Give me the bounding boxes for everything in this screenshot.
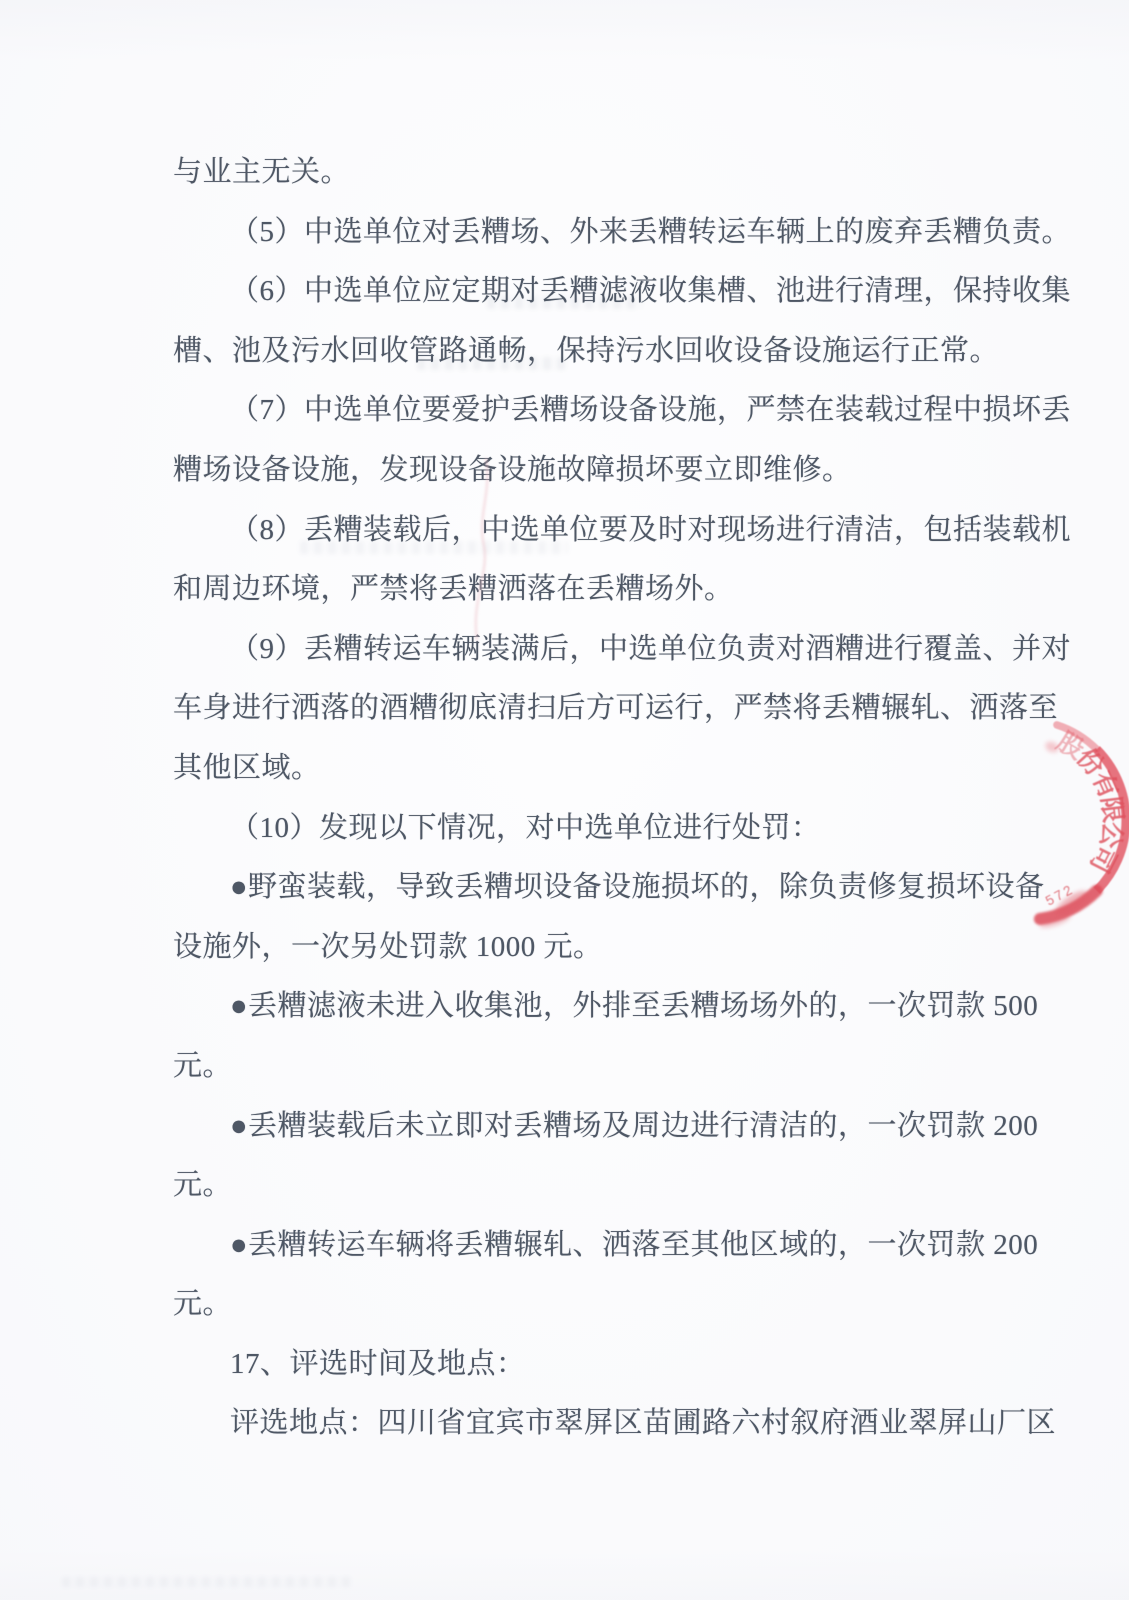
document-line: ●野蛮装载，导致丢糟坝设备设施损坏的，除负责修复损坏设备 bbox=[230, 871, 1045, 904]
document-line: 其他区域。 bbox=[173, 751, 321, 784]
document-line: （10）发现以下情况，对中选单位进行处罚： bbox=[230, 811, 821, 844]
seal-arc-character: 限 bbox=[1095, 794, 1128, 825]
seal-arc-text bbox=[1052, 727, 1128, 878]
document-line: （9）丢糟转运车辆装满后，中选单位负责对酒糟进行覆盖、并对 bbox=[230, 632, 1072, 665]
seal-arc-character: 份 bbox=[1070, 742, 1110, 782]
seal-arc-character: 有 bbox=[1086, 767, 1124, 803]
document-line: 17、评选时间及地点： bbox=[230, 1347, 526, 1380]
document-line: 元。 bbox=[173, 1049, 233, 1082]
document-line: （6）中选单位应定期对丢糟滤液收集槽、池进行清理，保持收集 bbox=[230, 275, 1072, 308]
document-line: ●丢糟滤液未进入收集池，外排至丢糟场场外的，一次罚款 500 bbox=[230, 990, 1039, 1023]
seal-outer-ring bbox=[1038, 725, 1126, 930]
document-line: （8）丢糟装载后，中选单位要及时对现场进行清洁，包括装载机 bbox=[230, 513, 1072, 546]
seal-arc-character: 公 bbox=[1094, 819, 1128, 851]
seal-arc-character: 司 bbox=[1084, 841, 1122, 878]
document-line: 槽、池及污水回收管路通畅，保持污水回收设备设施运行正常。 bbox=[173, 334, 1000, 367]
document-line: 与业主无关。 bbox=[173, 156, 351, 188]
document-line: 设施外，一次另处罚款 1000 元。 bbox=[173, 930, 603, 963]
document-line: ●丢糟转运车辆将丢糟辗轧、洒落至其他区域的，一次罚款 200 bbox=[230, 1228, 1039, 1261]
seal-serial-number: 572 bbox=[1043, 881, 1077, 909]
document-line: 评选地点：四川省宜宾市翠屏区苗圃路六村叙府酒业翠屏山厂区 bbox=[230, 1407, 1057, 1440]
document-line: ●丢糟装载后未立即对丢糟场及周边进行清洁的，一次罚款 200 bbox=[230, 1109, 1039, 1142]
document-line: （5）中选单位对丢糟场、外来丢糟转运车辆上的废弃丢糟负责。 bbox=[230, 215, 1072, 248]
document-line: 元。 bbox=[173, 1288, 233, 1321]
document-line: 车身进行洒落的酒糟彻底清扫后方可运行，严禁将丢糟辗轧、洒落至 bbox=[173, 692, 1059, 725]
document-line: 元。 bbox=[173, 1169, 233, 1202]
document-line: 糟场设备设施，发现设备设施故障损坏要立即维修。 bbox=[173, 453, 852, 486]
document-line: 和周边环境，严禁将丢糟洒落在丢糟场外。 bbox=[173, 573, 734, 606]
ink-bleed-artifact bbox=[62, 1577, 352, 1587]
document-line: （7）中选单位要爱护丢糟场设备设施，严禁在装载过程中损坏丢 bbox=[230, 394, 1072, 427]
seal-arc-character: 股 bbox=[1051, 726, 1090, 765]
